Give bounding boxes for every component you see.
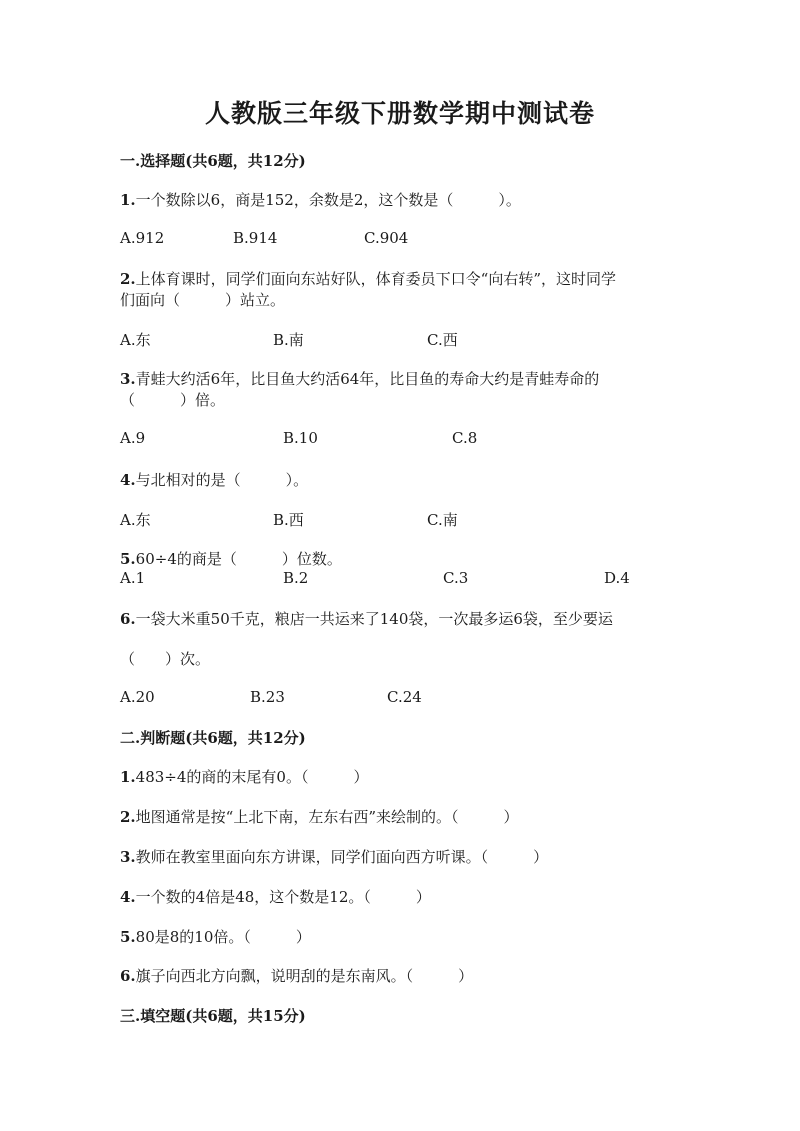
question-text: 与北相对的是（ ）。 bbox=[135, 471, 309, 489]
question-4 bbox=[120, 469, 308, 490]
option-b: B.10 bbox=[283, 429, 318, 447]
question-text: 地图通常是按“上北下南，左东右西”来绘制的。（ ） bbox=[135, 808, 519, 826]
judge-2 bbox=[120, 806, 519, 827]
question-1 bbox=[120, 189, 521, 210]
question-number: 6. bbox=[120, 967, 136, 985]
option-c: C.24 bbox=[387, 688, 422, 706]
question-text: 483÷4的商的末尾有0。（ ） bbox=[135, 768, 369, 786]
question-text: 60÷4的商是（ ）位数。 bbox=[135, 550, 342, 568]
page-title: 人教版三年级下册数学期中测试卷 bbox=[204, 99, 595, 128]
question-number: 1. bbox=[120, 768, 136, 786]
judge-1 bbox=[120, 766, 368, 787]
option-c: C.3 bbox=[443, 569, 469, 587]
judge-3 bbox=[120, 846, 548, 867]
section-heading-judge: 二.判断题(共6题，共12分) bbox=[120, 729, 306, 747]
option-a: A.912 bbox=[120, 229, 165, 247]
question-text: 上体育课时，同学们面向东站好队，体育委员下口令“向右转”，这时同学 bbox=[135, 270, 617, 288]
question-2-continued: 们面向（ ）站立。 bbox=[120, 291, 286, 309]
option-a: A.1 bbox=[120, 569, 146, 587]
option-a: A.东 bbox=[120, 331, 151, 349]
question-2 bbox=[120, 268, 616, 289]
option-c: C.904 bbox=[364, 229, 409, 247]
option-b: B.西 bbox=[273, 511, 304, 529]
option-a: A.20 bbox=[120, 688, 155, 706]
question-6 bbox=[120, 608, 613, 629]
question-5 bbox=[120, 548, 342, 569]
question-text: 一个数除以6，商是152，余数是2，这个数是（ ）。 bbox=[135, 191, 521, 209]
question-text: 一袋大米重50千克，粮店一共运来了140袋，一次最多运6袋，至少要运 bbox=[135, 610, 613, 628]
judge-6 bbox=[120, 965, 473, 986]
question-number: 2. bbox=[120, 808, 136, 826]
option-c: C.南 bbox=[427, 511, 458, 529]
question-number: 6. bbox=[120, 610, 136, 628]
judge-5 bbox=[120, 926, 311, 947]
question-text: 青蛙大约活6年，比目鱼大约活64年，比目鱼的寿命大约是青蛙寿命的 bbox=[135, 370, 600, 388]
question-number: 1. bbox=[120, 191, 136, 209]
option-c: C.西 bbox=[427, 331, 458, 349]
question-text: 教师在教室里面向东方讲课，同学们面向西方听课。（ ） bbox=[135, 848, 549, 866]
question-number: 4. bbox=[120, 471, 136, 489]
question-number: 2. bbox=[120, 270, 136, 288]
question-number: 4. bbox=[120, 888, 136, 906]
option-a: A.东 bbox=[120, 511, 151, 529]
option-b: B.2 bbox=[283, 569, 309, 587]
section-heading-choice: 一.选择题(共6题，共12分) bbox=[120, 152, 306, 170]
question-3 bbox=[120, 368, 599, 389]
question-text: 旗子向西北方向飘，说明刮的是东南风。（ ） bbox=[135, 967, 474, 985]
question-number: 3. bbox=[120, 848, 136, 866]
question-6-continued: （ ）次。 bbox=[120, 650, 211, 668]
option-b: B.23 bbox=[250, 688, 285, 706]
option-b: B.南 bbox=[273, 331, 304, 349]
option-b: B.914 bbox=[233, 229, 278, 247]
question-text: 80是8的10倍。（ ） bbox=[135, 928, 311, 946]
question-text: 一个数的4倍是48，这个数是12。（ ） bbox=[135, 888, 431, 906]
question-number: 5. bbox=[120, 550, 136, 568]
judge-4 bbox=[120, 886, 431, 907]
question-3-continued: （ ）倍。 bbox=[120, 391, 226, 409]
option-a: A.9 bbox=[120, 429, 146, 447]
section-heading-fill: 三.填空题(共6题，共15分) bbox=[120, 1007, 306, 1025]
option-c: C.8 bbox=[452, 429, 478, 447]
option-d: D.4 bbox=[604, 569, 630, 587]
question-number: 3. bbox=[120, 370, 136, 388]
question-number: 5. bbox=[120, 928, 136, 946]
